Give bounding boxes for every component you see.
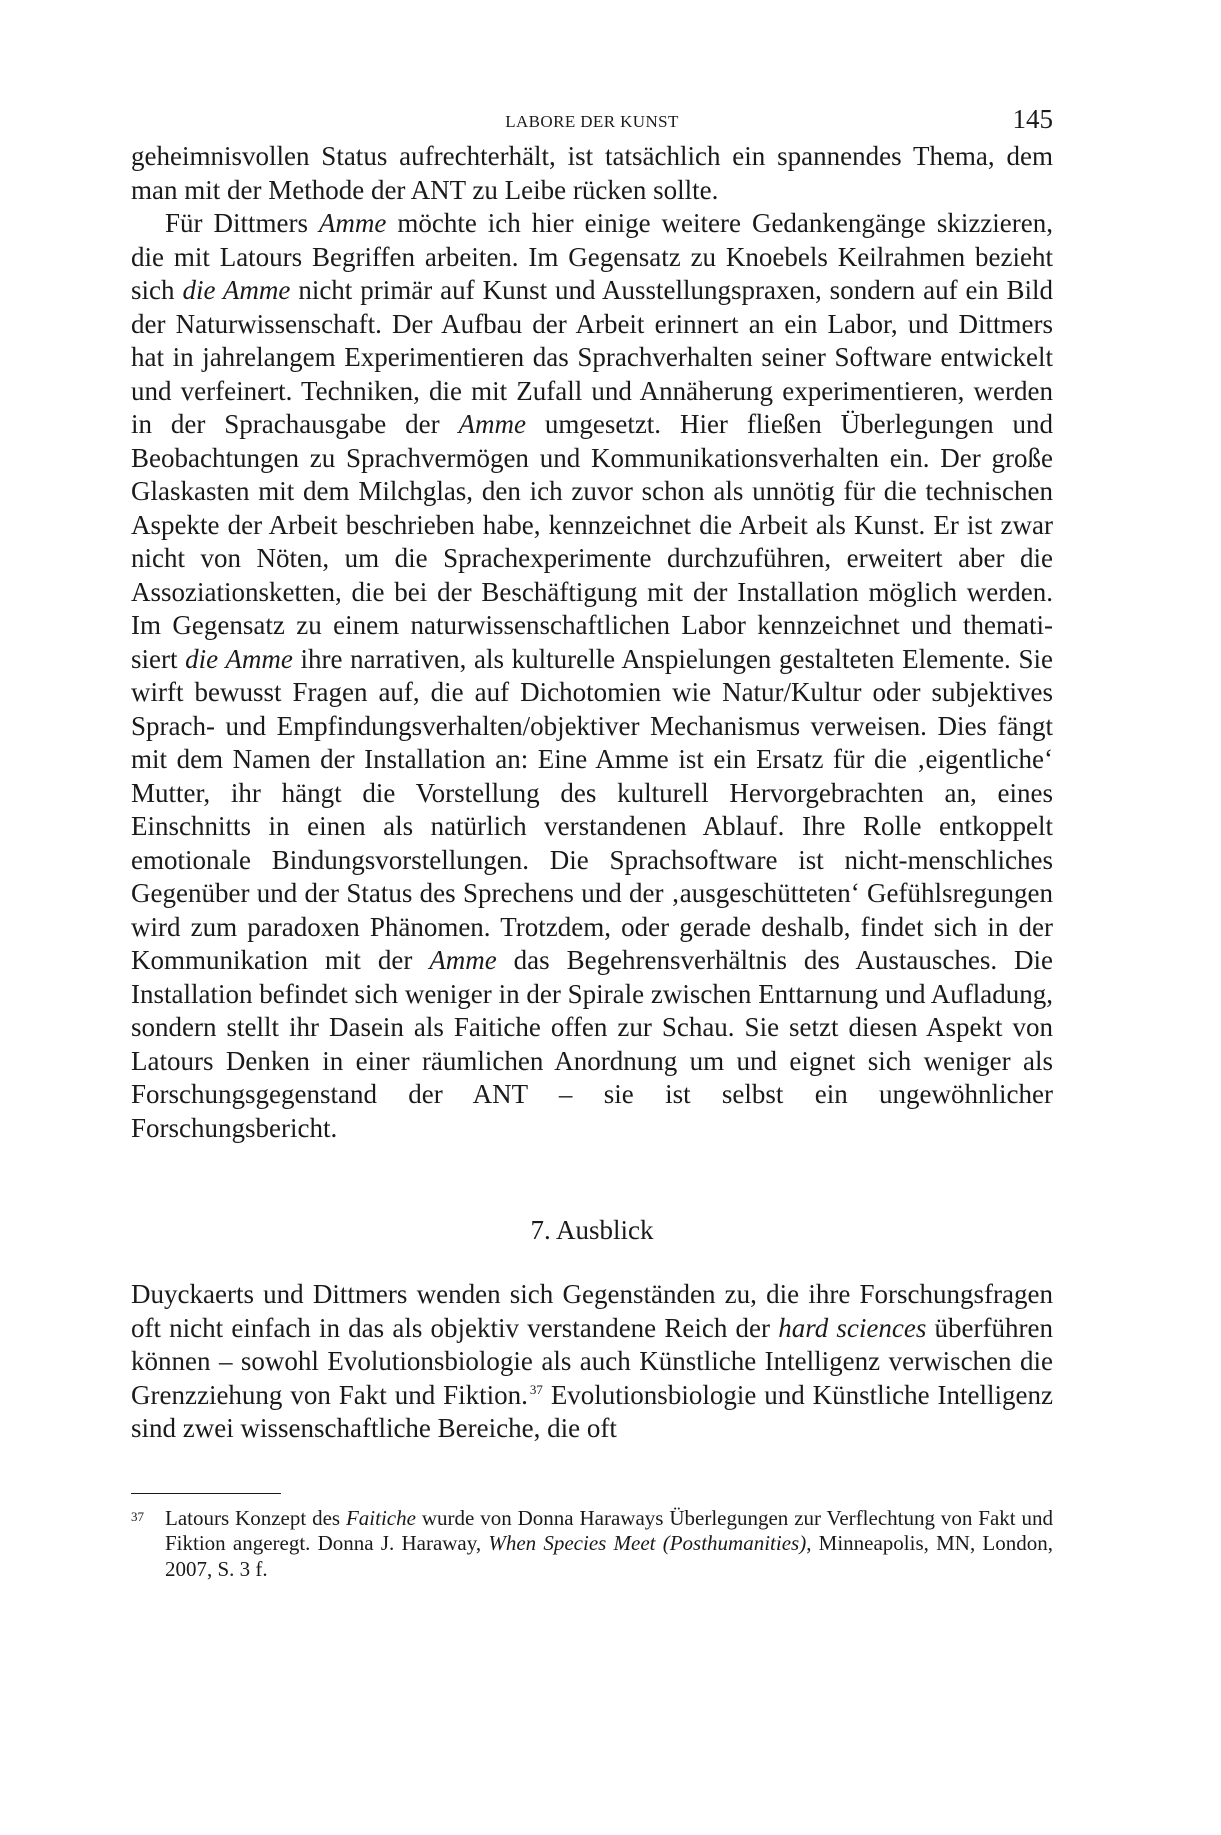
book-page [131, 100, 1053, 1582]
body-text [131, 140, 1053, 1446]
italic-amme: Amme [429, 945, 497, 975]
footnote-number: 37 [131, 1508, 144, 1524]
page-number: 145 [1012, 104, 1053, 134]
section-heading: 7. Ausblick [530, 1215, 654, 1245]
paragraph-3: Duyckaerts und Dittmers wenden sich Gegenständen zu, die ihre Forschungsfragen oft nicht einfach in das als objektiv verstandene Reich der hard sciences überführen können – sowohl Evolutionsbiologie als auch Künstliche Intelligenz verwischen die Grenzziehung von Fakt und Fiktion. $^{37}$ Evolutionsbiologie und Künstliche Intelligenz sind zwei wissenschaftliche Bereiche, die oft [131, 1279, 1053, 1443]
italic-amme: Amme [458, 409, 526, 439]
footnote-reference[interactable]: 37 [529, 1381, 543, 1397]
italic-book-title: When Species Meet (Posthumanities) [488, 1531, 807, 1555]
italic-die-amme: die Amme [182, 275, 291, 305]
italic-die-amme: die Amme [185, 643, 293, 674]
footnote-divider [131, 1493, 281, 1494]
paragraph-2: Für Dittmers Amme möchte ich hier einige weitere Gedankengänge skizzieren, die mit Latours Begriffen arbeiten. Im Gegensatz zu Knoebels Keilrahmen bezieht sich die Amme nicht primär auf Kunst und Ausstellungspraxen, sondern auf ein Bild der Naturwissenschaft. Der Aufbau der Arbeit erinnert an ein Labor, und Dittmers hat in jahrelangem Experimentieren das Sprachverhalten seiner Software entwickelt und verfeinert. Techniken, die mit Zufall und Annäherung experimentieren, werden in der Sprachausgabe der Amme umgesetzt. Hier fließen Überlegungen und Beobachtungen zu Sprachvermögen und Kommunikationsverhalten ein. Der große Glaskasten mit dem Milchglas, den ich zuvor schon als unnötig für die technischen Aspekte der Arbeit beschrieben habe, kennzeichnet die Arbeit als Kunst. Er ist zwar nicht von Nöten, um die Sprachexperimente durchzuführen, erweitert aber die Assoziationsketten, die bei der Beschäftigung mit der Installation möglich werden. Im Gegensatz zu einem naturwissenschaftlichen Labor kennzeichnet und thematisiert die Amme ihre narrativen, als kulturelle Anspielungen gestalteten Elemente. Sie wirft bewusst Fragen auf, die auf Dichotomien wie Natur/Kultur oder subjektives Sprach- und Empfindungsverhalten/objektiver Mechanismus verweisen. Dies fängt mit dem Namen der Installation an: Eine Amme ist ein Ersatz für die ‚eigentliche‘ Mutter, ihr hängt die Vorstellung des kulturell Hervorgebrachten an, eines Einschnitts in einen als natürlich verstandenen Ablauf. Ihre Rolle entkoppelt emotionale Bindungsvorstellungen. Die Sprachsoftware ist nicht-menschliches Gegenüber und der Status des Sprechens und der ‚ausgeschütteten‘ Gefühlsregungen wird zum paradoxen Phänomen. Trotzdem, oder gerade deshalb, findet sich in der Kommunikation mit der Amme das Begehrensverhältnis des Austausches. Die Installation befindet sich weniger in der Spirale zwischen Enttarnung und Aufladung, sondern stellt ihr Dasein als Faitiche offen zur Schau. Sie setzt diesen Aspekt von Latours Denken in einer räumlichen Anordnung um und eignet sich weniger als Forschungsgegenstand der ANT – sie ist selbst ein ungewöhnlicher Forschungsbericht. [131, 208, 1054, 1143]
running-head [131, 100, 1053, 140]
footnote: 37 Latours Konzept des Faitiche wurde von Donna Haraways Überlegungen zur Verflechtung von Fakt und Fiktion angeregt. Donna J. Haraway, When Species Meet (Posthumanities), Minneapolis, MN, London, 2007, S. 3 f. [131, 1505, 1053, 1581]
italic-hard-sciences: hard sciences [778, 1312, 927, 1343]
italic-amme: Amme [318, 208, 387, 238]
running-title: LABORE DER KUNST [505, 112, 679, 131]
paragraph-1: geheimnisvollen Status aufrechterhält, ist tatsächlich ein spannendes Thema, dem man mit der Methode der ANT zu Leibe rücken sollte. [131, 141, 1053, 205]
italic-faitiche: Faitiche [345, 1505, 416, 1530]
